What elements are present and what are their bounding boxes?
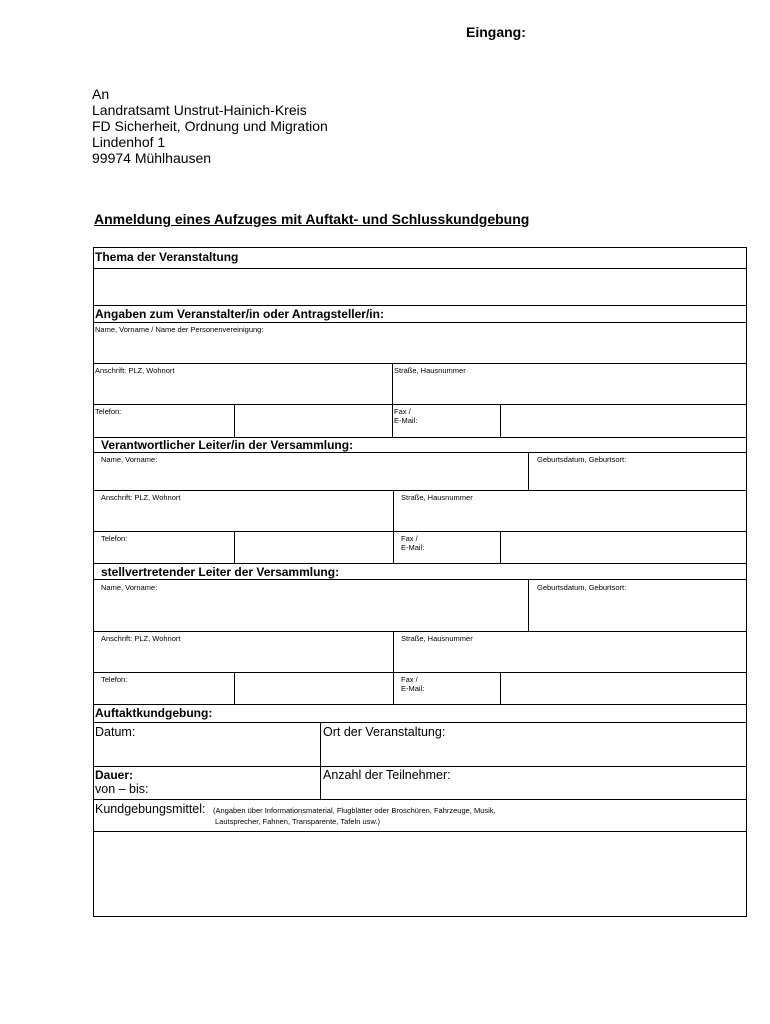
thema-label: Thema der Veranstaltung — [95, 250, 239, 264]
col-divider — [500, 672, 501, 704]
thema-field[interactable] — [95, 270, 745, 304]
col-divider — [234, 672, 235, 704]
row-divider — [93, 579, 747, 580]
kundgebungsmittel-hint: Lautsprecher, Fahnen, Transparente, Tafeln usw.) — [215, 817, 380, 826]
veranstalter-strasse-field[interactable] — [394, 377, 744, 402]
auftakt-ort-label: Ort der Veranstaltung: — [323, 725, 446, 739]
address-line: 99974 Mühlhausen — [92, 150, 212, 166]
leiter-fax-field[interactable] — [502, 533, 744, 561]
stellvertreter-telefon-field[interactable] — [236, 674, 390, 702]
stellvertreter-name-label: Name, Vorname: — [101, 583, 158, 592]
col-divider — [500, 404, 501, 437]
leiter-email-label: E-Mail: — [401, 543, 425, 552]
veranstalter-anschrift-label: Anschrift: PLZ, Wohnort — [95, 366, 175, 375]
stellvertreter-anschrift-label: Anschrift: PLZ, Wohnort — [101, 634, 181, 643]
kundgebungsmittel-hint: (Angaben über Informationsmaterial, Flugblätter oder Broschüren, Fahrzeuge, Musik, — [213, 806, 496, 815]
veranstalter-heading: Angaben zum Veranstalter/in oder Antragsteller/in: — [95, 307, 384, 321]
leiter-name-label: Name, Vorname: — [101, 455, 158, 464]
row-divider — [93, 363, 747, 364]
veranstalter-anschrift-field[interactable] — [95, 377, 390, 402]
row-divider — [93, 268, 747, 269]
veranstalter-name-label: Name, Vorname / Name der Personenvereinigung: — [95, 325, 264, 334]
stellvertreter-heading: stellvertretender Leiter der Versammlung: — [101, 565, 340, 579]
auftakt-datum-field[interactable] — [95, 742, 317, 764]
col-divider — [392, 363, 393, 437]
form-title: Anmeldung eines Aufzuges mit Auftakt- und Schlusskundgebung — [94, 211, 530, 227]
stellvertreter-anschrift-field[interactable] — [101, 645, 390, 670]
row-divider — [93, 305, 747, 306]
row-divider — [93, 831, 747, 832]
row-divider — [93, 452, 747, 453]
row-divider — [93, 490, 747, 491]
col-divider — [234, 404, 235, 437]
row-divider — [93, 631, 747, 632]
veranstalter-telefon-field[interactable] — [236, 406, 390, 435]
stellvertreter-email-label: E-Mail: — [401, 684, 425, 693]
veranstalter-fax-field[interactable] — [502, 406, 744, 435]
auftakt-ort-field[interactable] — [323, 742, 743, 764]
stellvertreter-geburt-label: Geburtsdatum, Geburtsort: — [537, 583, 627, 592]
kundgebungsmittel-label: Kundgebungsmittel: — [95, 802, 206, 816]
stellvertreter-telefon-label: Telefon: — [101, 675, 128, 684]
stellvertreter-strasse-field[interactable] — [401, 645, 744, 670]
leiter-fax-label: Fax / — [401, 534, 418, 543]
veranstalter-email-label: E-Mail: — [394, 416, 418, 425]
kundgebungsmittel-field[interactable] — [95, 833, 745, 915]
address-line: FD Sicherheit, Ordnung und Migration — [92, 118, 328, 134]
leiter-telefon-field[interactable] — [236, 533, 390, 561]
stellvertreter-strasse-label: Straße, Hausnummer — [401, 634, 473, 643]
row-divider — [93, 563, 747, 564]
veranstalter-name-field[interactable] — [95, 336, 745, 361]
leiter-anschrift-label: Anschrift: PLZ, Wohnort — [101, 493, 181, 502]
veranstalter-telefon-label: Telefon: — [95, 407, 122, 416]
col-divider — [393, 490, 394, 563]
auftakt-dauer-field[interactable] — [160, 782, 317, 797]
leiter-anschrift-field[interactable] — [101, 504, 390, 529]
address-line: Landratsamt Unstrut-Hainich-Kreis — [92, 102, 307, 118]
row-divider — [93, 704, 747, 705]
col-divider — [320, 722, 321, 799]
row-divider — [93, 531, 747, 532]
col-divider — [528, 452, 529, 490]
leiter-heading: Verantwortlicher Leiter/in der Versammlung: — [101, 438, 354, 452]
row-divider — [93, 799, 747, 800]
recipient-address — [92, 86, 328, 166]
auftakt-heading: Auftaktkundgebung: — [95, 706, 213, 720]
eingang-label: Eingang: — [466, 24, 526, 40]
veranstalter-fax-label: Fax / — [394, 407, 411, 416]
leiter-name-field[interactable] — [101, 466, 525, 488]
address-line: An — [92, 86, 110, 102]
leiter-strasse-field[interactable] — [401, 504, 744, 529]
leiter-strasse-label: Straße, Hausnummer — [401, 493, 473, 502]
leiter-telefon-label: Telefon: — [101, 534, 128, 543]
row-divider — [93, 404, 747, 405]
auftakt-dauer-label: Dauer: — [95, 768, 134, 782]
col-divider — [528, 579, 529, 631]
stellvertreter-geburt-field[interactable] — [537, 594, 743, 629]
row-divider — [93, 722, 747, 723]
col-divider — [393, 631, 394, 704]
col-divider — [500, 531, 501, 563]
veranstalter-strasse-label: Straße, Hausnummer — [394, 366, 466, 375]
auftakt-vonbis-label: von – bis: — [95, 782, 149, 796]
col-divider — [234, 531, 235, 563]
leiter-geburt-label: Geburtsdatum, Geburtsort: — [537, 455, 627, 464]
row-divider — [93, 322, 747, 323]
row-divider — [93, 766, 747, 767]
stellvertreter-fax-label: Fax / — [401, 675, 418, 684]
stellvertreter-fax-field[interactable] — [502, 674, 744, 702]
auftakt-teilnehmer-label: Anzahl der Teilnehmer: — [323, 768, 451, 782]
auftakt-teilnehmer-field[interactable] — [323, 784, 743, 797]
stellvertreter-name-field[interactable] — [101, 594, 525, 629]
address-line: Lindenhof 1 — [92, 134, 166, 150]
leiter-geburt-field[interactable] — [537, 466, 743, 488]
auftakt-datum-label: Datum: — [95, 725, 136, 739]
row-divider — [93, 672, 747, 673]
